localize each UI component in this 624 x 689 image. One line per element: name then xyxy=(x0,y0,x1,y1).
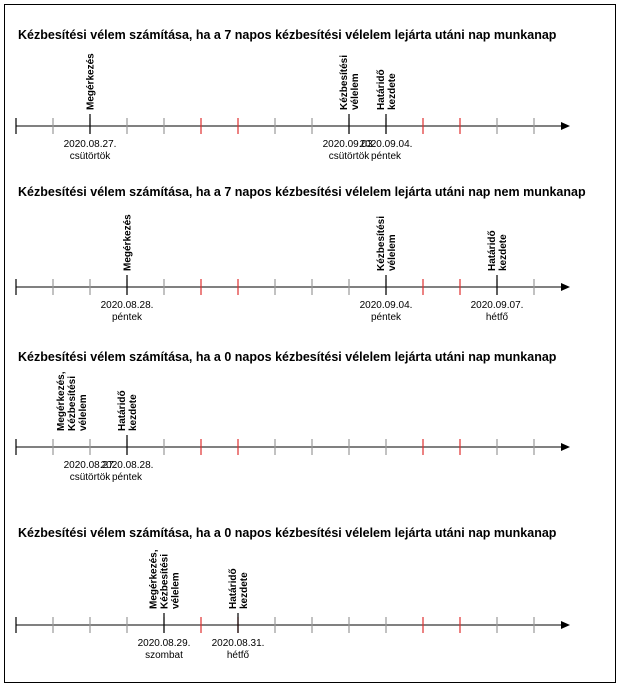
weekday-label: szombat xyxy=(145,650,183,661)
timeline-panel-3 xyxy=(16,350,570,483)
panel-title: Kézbesítési vélem számítása, ha a 7 napos kézbesítési vélelem lejárta utáni nap nem munkanap xyxy=(18,185,586,199)
timeline-panel-4 xyxy=(16,526,570,661)
event-label: Kézbesítésivélelem xyxy=(339,54,361,110)
weekday-label: péntek xyxy=(370,151,402,162)
axis-arrow-icon xyxy=(561,443,570,451)
date-label: 2020.08.28. xyxy=(100,300,154,311)
event-label: Megérkezés xyxy=(122,214,134,271)
date-label: 2020.08.29. xyxy=(137,638,191,649)
date-label: 2020.09.07. xyxy=(470,300,524,311)
axis-arrow-icon xyxy=(561,283,570,291)
event-label: Megérkezés,Kézbesítésivélelem xyxy=(148,549,182,609)
axis-arrow-icon xyxy=(561,621,570,629)
event-label: Megérkezés,Kézbesítésivélelem xyxy=(56,371,89,431)
date-label: 2020.09.04. xyxy=(359,300,413,311)
date-label: 2020.09.04. xyxy=(359,139,413,150)
panel-title: Kézbesítési vélem számítása, ha a 0 napos kézbesítési vélelem lejárta utáni nap munkanap xyxy=(18,526,557,540)
event-label: Kézbesítésivélelem xyxy=(376,215,398,271)
weekday-label: csütörtök xyxy=(328,151,370,162)
event-label: Határidőkezdete xyxy=(117,390,139,431)
weekday-label: péntek xyxy=(111,472,143,483)
weekday-label: hétfő xyxy=(485,312,509,323)
date-label: 2020.08.28. xyxy=(100,460,154,471)
event-label: Határidőkezdete xyxy=(228,568,250,609)
weekday-label: péntek xyxy=(370,312,402,323)
weekday-label: hétfő xyxy=(226,650,250,661)
date-label: 2020.08.31. xyxy=(211,638,265,649)
event-label: Határidőkezdete xyxy=(376,69,398,110)
date-label: 2020.08.27. xyxy=(63,460,117,471)
panel-title: Kézbesítési vélem számítása, ha a 0 napos kézbesítési vélelem lejárta utáni nap munkanap xyxy=(18,350,557,364)
event-label: Megérkezés xyxy=(85,53,97,110)
panel-title: Kézbesítési vélem számítása, ha a 7 napos kézbesítési vélelem lejárta utáni nap munkanap xyxy=(18,28,557,42)
weekday-label: péntek xyxy=(111,312,143,323)
weekday-label: csütörtök xyxy=(69,472,111,483)
axis-arrow-icon xyxy=(561,122,570,130)
timeline-panel-2 xyxy=(16,185,586,323)
date-label: 2020.09.03. xyxy=(322,139,376,150)
date-label: 2020.08.27. xyxy=(63,139,117,150)
event-label: Határidőkezdete xyxy=(487,230,509,271)
timeline-panel-1 xyxy=(16,28,570,162)
weekday-label: csütörtök xyxy=(69,151,111,162)
